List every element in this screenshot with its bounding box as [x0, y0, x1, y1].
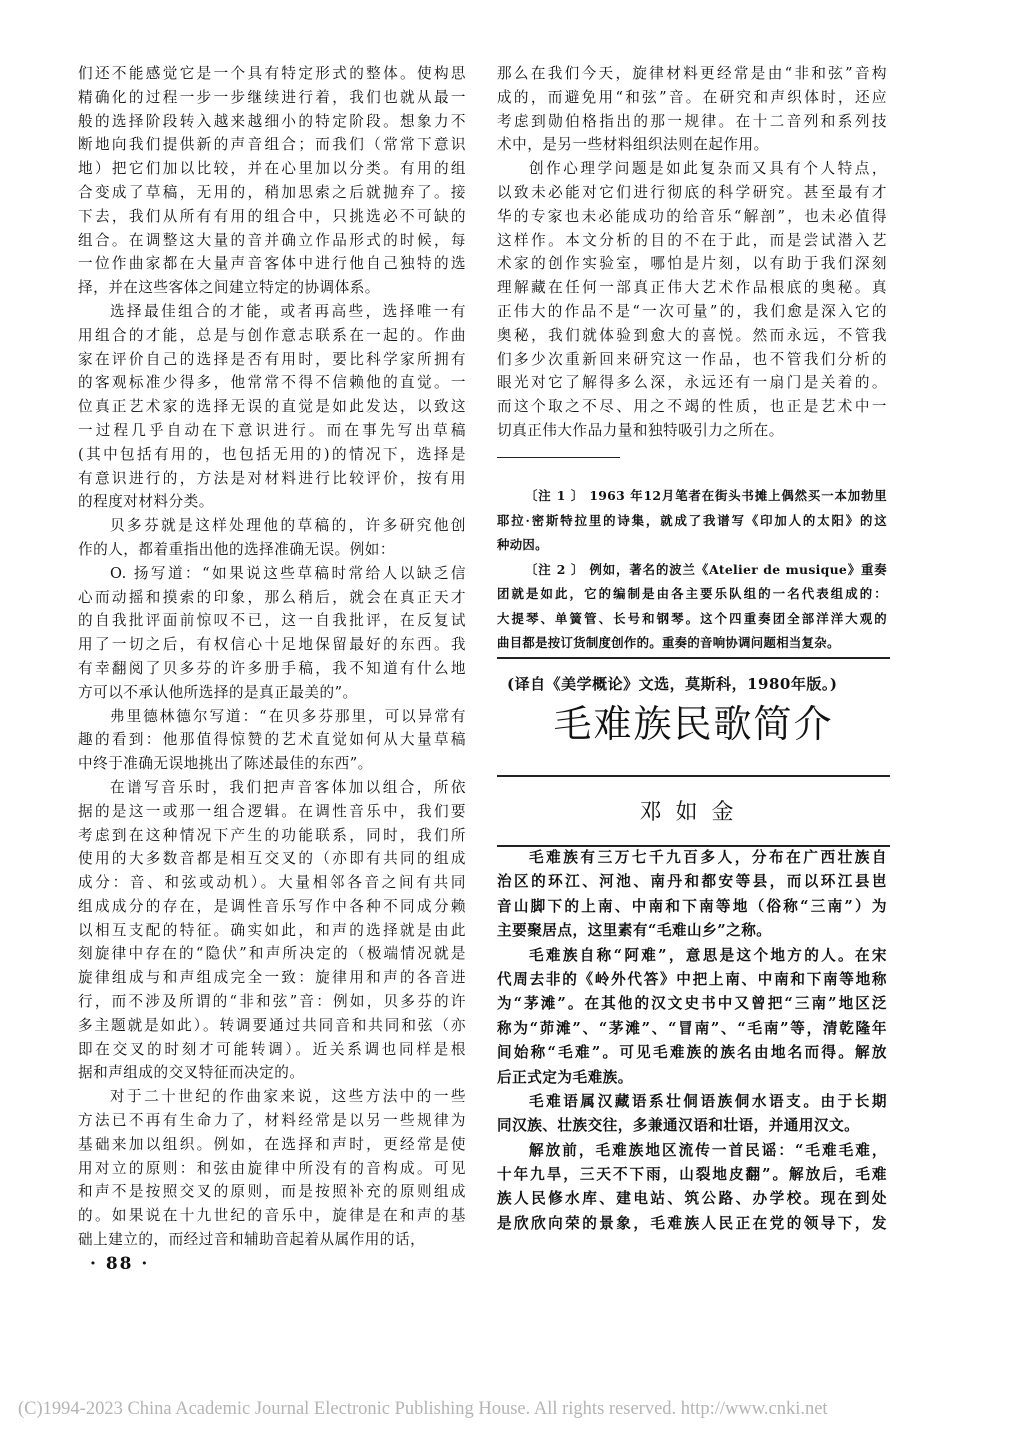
right-column	[497, 62, 887, 443]
text-line: 的自我批评面前惊叹不已，这一自我批评，在反复试	[78, 612, 466, 630]
text-line: 称为“茆滩”、“茅滩”、“冒南”、“毛南”等，清乾隆年	[497, 1019, 887, 1037]
text-line: 间始称“毛难”。可见毛难族的族名由地名而得。解放	[497, 1044, 887, 1062]
text-line: 即在交叉的时刻才可能转调）。近关系调也同样是根	[78, 1040, 466, 1058]
text-line: 种动因。	[497, 537, 548, 552]
text-line: 有幸翻阅了贝多芬的许多册手稿，我不知道有什么地	[78, 659, 466, 677]
text-line: 合变成了草稿，无用的，稍加思索之后就抛弃了。接	[78, 183, 466, 201]
text-line: (其中包括有用的，也包括无用的)的情况下，选择是	[78, 445, 466, 463]
text-line: 方法已不再有生命力了，材料经常是以另一些规律为	[78, 1112, 466, 1130]
text-line: O. 扬写道：“如果说这些草稿时常给人以缺乏信	[110, 564, 466, 582]
text-line: 后正式定为毛难族。	[497, 1068, 633, 1086]
text-line: 切真正伟大作品力量和独特吸引力之所在。	[497, 421, 784, 439]
text-line: 断地向我们提供新的声音组合；而我们（常常下意识	[78, 136, 466, 154]
text-line: 音山脚下的上南、中南和下南等地（俗称“三南”）为	[497, 897, 887, 915]
text-line: 多主题就是如此）。转调要通过共同音和共同和弦（亦	[78, 1016, 466, 1034]
text-line: 为“茅滩”。在其他的汉文史书中又曾把“三南”地区泛	[497, 995, 887, 1013]
text-line: 以致未必能对它们进行彻底的科学研究。甚至最有才	[497, 183, 887, 201]
text-line: 眼光对它了解得多么深，永远还有一扇门是关着的。	[497, 374, 887, 392]
text-line: 用了一切之后，有权信心十足地保留最好的东西。我	[78, 636, 466, 654]
text-line: 毛难族自称“阿难”，意思是这个地方的人。在宋	[529, 946, 887, 964]
text-line: 据和声组成的交叉特征而决定的。	[78, 1064, 305, 1082]
text-line: 十年九旱，三天不下雨，山裂地皮翻”。解放后，毛难	[497, 1166, 887, 1184]
left-column	[78, 62, 466, 1252]
text-line: 弗里德林德尔写道：“在贝多芬那里，可以异常有	[110, 707, 466, 725]
text-line: 大提琴、单簧管、长号和钢琴。这个四重奏团全部洋洋大观的	[497, 610, 887, 626]
text-line: 团就是如此，它的编制是由各主要乐队组的一名代表组成的：	[497, 586, 887, 601]
text-line: 同汉族、壮族交往，多兼通汉语和壮语，并通用汉文。	[497, 1117, 860, 1135]
text-line: 作的人，都着重指出他的选择准确无误。例如：	[78, 540, 395, 558]
text-line: 贝多芬就是这样处理他的草稿的，许多研究他创	[110, 517, 466, 535]
rule-below-title	[497, 775, 890, 777]
text-line: 考虑到勋伯格指出的那一规律。在十二音列和系列技	[497, 112, 887, 130]
text-line: 一过程几乎自动在下意识进行。而在事先写出草稿	[78, 421, 466, 439]
text-line: 方可以不承认他所选择的是真正最美的”。	[78, 683, 358, 701]
page-number: · 88 ·	[90, 1254, 150, 1274]
text-line: 的客观标准少得多，他常常不得不信赖他的直觉。一	[78, 374, 466, 392]
text-line: 那么在我们今天，旋律材料更经常是由“非和弦”音构	[497, 65, 887, 82]
text-line: 创作心理学问题是如此复杂而又具有个人特点，	[529, 160, 887, 178]
text-line: 这样作。本文分析的目的不在于此，而是尝试潜入艺	[497, 231, 887, 249]
text-line: 旋律组成与和声组成完全一致：旋律用和声的各音进	[78, 969, 466, 987]
text-line: 用组合的才能，总是与创作意志联系在一起的。作曲	[78, 326, 466, 344]
article-author: 邓如金	[639, 800, 748, 825]
text-line: 中终于准确无误地挑出了陈述最佳的东西”。	[78, 755, 373, 773]
text-line: 精确化的过程一步一步继续进行着，我们也就从最一	[78, 88, 466, 106]
article-title: 毛难族民歌简介	[553, 702, 834, 746]
copyright-footer: (C)1994-2023 China Academic Journal Electronic Publishing House. All rights reserved. http://www.cnki.net	[18, 1399, 828, 1419]
text-line: 择，并在这些客体之间建立特定的协调体系。	[78, 279, 380, 297]
text-line: 一位作曲家都在大量声音客体中进行他自己独特的选	[78, 255, 466, 273]
text-line: 毛难语属汉藏语系壮侗语族侗水语支。由于长期	[529, 1092, 887, 1110]
footnote-divider	[497, 457, 620, 458]
text-line: 理解藏在任何一部真正伟大艺术作品根底的奥秘。真	[497, 279, 887, 297]
text-line: 础上建立的，而经过音和辅助音起着从属作用的话，	[78, 1231, 426, 1249]
text-line: 〔注 1 〕 1963 年12月笔者在街头书摊上偶然买一本加勃里	[525, 488, 887, 503]
text-line: 行，而不涉及所谓的“非和弦”音：例如，贝多芬的许	[78, 993, 466, 1011]
text-line: 选择最佳组合的才能，或者再高些，选择唯一有	[110, 302, 466, 320]
text-line: 对于二十世纪的作曲家来说，这些方法中的一些	[110, 1088, 466, 1106]
text-line: 有意识进行的，方法是对材料进行比较评价，按有用	[78, 469, 466, 487]
text-line: 曲目都是按订货制度创作的。重奏的音响协调问题相当复杂。	[497, 635, 840, 650]
text-line: 用对立的原则：和弦由旋律中所没有的音构成。可见	[78, 1159, 466, 1177]
rule-above-title	[497, 657, 890, 659]
text-line: 术家的创作实验室，哪怕是片刻，以有助于我们深刻	[497, 255, 887, 273]
text-line: 奥秘，我们就体验到愈大的喜悦。然而永远，不管我	[497, 326, 887, 344]
text-line: 组成成分的存在，是调性音乐写作中各种不同成分赖	[78, 897, 466, 915]
text-line: 们多少次重新回来研究这一作品，也不管我们分析的	[497, 350, 887, 368]
text-line: 地）把它们加以比较，并在心里加以分类。有用的组	[78, 160, 466, 178]
text-line: 是欣欣向荣的景象，毛难族人民正在党的领导下，发	[497, 1214, 887, 1232]
text-line: 毛难族有三万七千九百多人，分布在广西壮族自	[529, 849, 887, 866]
text-line: 般的选择阶段转入越来越细小的特定阶段。想象力不	[78, 112, 466, 130]
text-line: 正伟大的作品不是“一次可量”的，我们愈是深入它的	[497, 302, 887, 320]
text-line: 主要聚居点，这里素有“毛难山乡”之称。	[497, 922, 772, 940]
text-line: 心而动摇和摸索的印象，那么稍后，就会在真正天才	[78, 588, 466, 606]
text-line: 族人民修水库、建电站、筑公路、办学校。现在到处	[497, 1190, 887, 1208]
text-line: 据的是这一或那一组合逻辑。在调性音乐中，我们要	[78, 802, 466, 820]
text-line: 和声不是按照交叉的原则，而是按照补充的原则组成	[78, 1183, 466, 1201]
text-line: 家在评价自己的选择是否有用时，要比科学家所拥有	[78, 350, 466, 368]
text-line: 治区的环江、河池、南丹和都安等县，而以环江县岜	[497, 873, 887, 891]
text-line: 而这个取之不尽、用之不竭的性质，也正是艺术中一	[497, 398, 887, 416]
text-line: 的。如果说在十九世纪的音乐中，旋律是在和声的基	[78, 1207, 466, 1225]
text-line: 术中，是另一些材料组织法则在起作用。	[497, 136, 769, 154]
text-line: 位真正艺术家的选择无误的直觉是如此发达，以致这	[78, 398, 466, 416]
source-citation: (译自《美学概论》文选，莫斯科，1980年版。)	[507, 675, 838, 693]
text-line: 〔注 2 〕 例如，著名的波兰《Atelier de musique》重奏	[525, 561, 887, 577]
text-line: 趣的看到：他那值得惊赞的艺术直觉如何从大量草稿	[78, 731, 466, 749]
text-line: 在谱写音乐时，我们把声音客体加以组合，所依	[110, 778, 466, 796]
article-body	[497, 846, 887, 1236]
text-line: 下去，我们从所有有用的组合中，只挑选必不可缺的	[78, 207, 466, 225]
text-line: 考虑到在这种情况下产生的功能联系，同时，我们所	[78, 826, 466, 844]
text-line: 们还不能感觉它是一个具有特定形式的整体。使构思	[78, 65, 466, 82]
text-line: 代周去非的《岭外代答》中把上南、中南和下南等地称	[497, 970, 887, 988]
footnotes	[497, 484, 887, 656]
text-line: 基础来加以组织。例如，在选择和声时，更经常是使	[78, 1135, 466, 1153]
text-line: 成的，而避免用“和弦”音。在研究和声织体时，还应	[497, 88, 887, 106]
text-line: 华的专家也未必能成功的给音乐“解剖”，也未必值得	[497, 207, 887, 225]
text-line: 成分：音、和弦或动机）。大量相邻各音之间有共同	[78, 874, 466, 892]
text-line: 解放前，毛难族地区流传一首民谣：“毛难毛难，	[529, 1141, 887, 1159]
text-line: 的程度对材料分类。	[78, 493, 214, 511]
text-line: 以相互支配的特征。确实如此，和声的选择就是由此	[78, 921, 466, 939]
text-line: 使用的大多数音都是相互交叉的（亦即有共同的组成	[78, 850, 466, 868]
text-line: 耶拉·密斯特拉里的诗集，就成了我谱写《印加人的太阳》的这	[497, 512, 887, 528]
text-line: 组合。在调整这大量的音并确立作品形式的时候，每	[78, 231, 466, 249]
text-line: 刻旋律中存在的“隐伏”和声所决定的（极端情况就是	[78, 945, 466, 963]
